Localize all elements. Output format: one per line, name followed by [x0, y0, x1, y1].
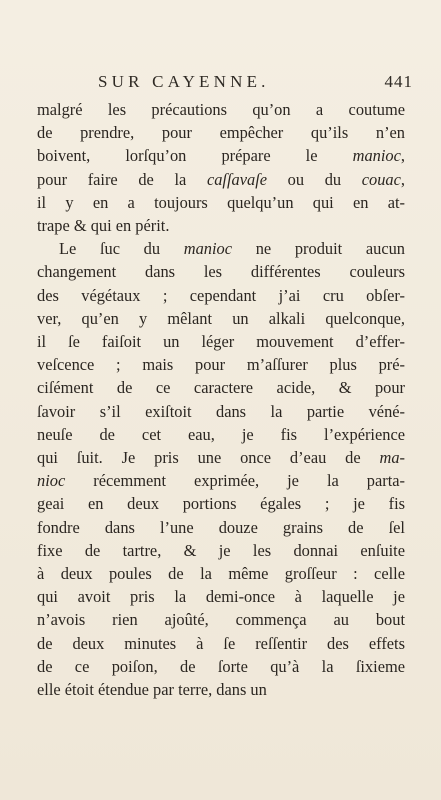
text-line [37, 678, 405, 701]
text-run: n’avois rien ajoûté, commença au bout [37, 610, 405, 630]
page-number: 441 [384, 72, 413, 91]
text-run: , [400, 169, 405, 189]
text-run: elle étoit étendue par terre, dans un [37, 680, 267, 700]
text-line [37, 562, 405, 585]
italic-term: caſſavaſe [206, 169, 268, 189]
text-run: malgré les précautions qu’on a coutume [37, 100, 405, 119]
text-run: il y en a toujours quelqu’un qui en at- [37, 192, 405, 212]
text-run: pour faire de la [37, 169, 207, 189]
text-line [37, 585, 405, 608]
text-run: ou du [267, 169, 362, 189]
body-text [37, 98, 405, 701]
text-line [37, 376, 405, 399]
text-run: neuſe de cet eau, je fis l’expérience [37, 424, 405, 444]
text-run: des végétaux ; cependant j’ai cru obſer- [37, 285, 405, 305]
running-header [98, 72, 413, 96]
text-line [37, 655, 405, 678]
text-line [37, 539, 405, 562]
text-run: qui avoit pris la demi-once à laquelle je [37, 587, 405, 607]
running-title: SUR CAYENNE. [98, 72, 270, 91]
text-run: changement dans les différentes couleurs [37, 262, 405, 282]
text-run: trape & qui en périt. [37, 216, 170, 236]
text-line [37, 191, 405, 214]
text-line [37, 307, 405, 330]
text-run: il ſe faiſoit un léger mouvement d’effer- [37, 332, 405, 352]
text-run: boivent, lorſqu’on prépare le [37, 146, 353, 166]
text-line [37, 121, 405, 144]
text-line [37, 446, 405, 469]
text-run: de deux minutes à ſe reſſentir des effets [37, 633, 405, 653]
text-run: fondre dans l’une douze grains de ſel [37, 517, 405, 537]
text-run: ſavoir s’il exiſtoit dans la partie véné- [37, 401, 405, 421]
italic-term: couac [361, 169, 401, 189]
text-run: récemment exprimée, je la parta- [65, 471, 405, 491]
text-run: veſcence ; mais pour m’aſſurer plus pré- [37, 355, 405, 375]
text-line [37, 632, 405, 655]
text-line [37, 423, 405, 446]
text-line [37, 98, 405, 121]
text-run: Le ſuc du [59, 239, 184, 259]
text-line [37, 516, 405, 539]
text-run: ciſément de ce caractere acide, & pour [37, 378, 405, 398]
text-run: qui ſuit. Je pris une once d’eau de [37, 448, 380, 468]
text-line [37, 260, 405, 283]
text-line [37, 469, 405, 492]
text-line [37, 214, 405, 237]
text-run: fixe de tartre, & je les donnai enſuite [37, 540, 405, 560]
text-line [37, 168, 405, 191]
text-run: , [400, 146, 405, 166]
text-run: de prendre, pour empêcher qu’ils n’en [37, 123, 405, 143]
text-line [37, 400, 405, 423]
text-run: ver, qu’en y mêlant un alkali quelconque, [37, 308, 405, 328]
italic-term: nioc [37, 471, 66, 491]
text-run: de ce poiſon, de ſorte qu’à la ſixieme [37, 656, 405, 676]
italic-term: ma- [379, 448, 405, 468]
text-line [37, 492, 405, 515]
text-run: à deux poules de la même groſſeur : celle [37, 564, 405, 584]
text-line [37, 330, 405, 353]
text-line [37, 237, 405, 260]
text-line [37, 353, 405, 376]
italic-term: manioc [352, 146, 401, 166]
text-run: ne produit aucun [232, 239, 406, 259]
text-line [37, 144, 405, 167]
text-line [37, 608, 405, 631]
italic-term: manioc [183, 239, 233, 259]
text-run: geai en deux portions égales ; je fis [37, 494, 405, 514]
text-line [37, 284, 405, 307]
